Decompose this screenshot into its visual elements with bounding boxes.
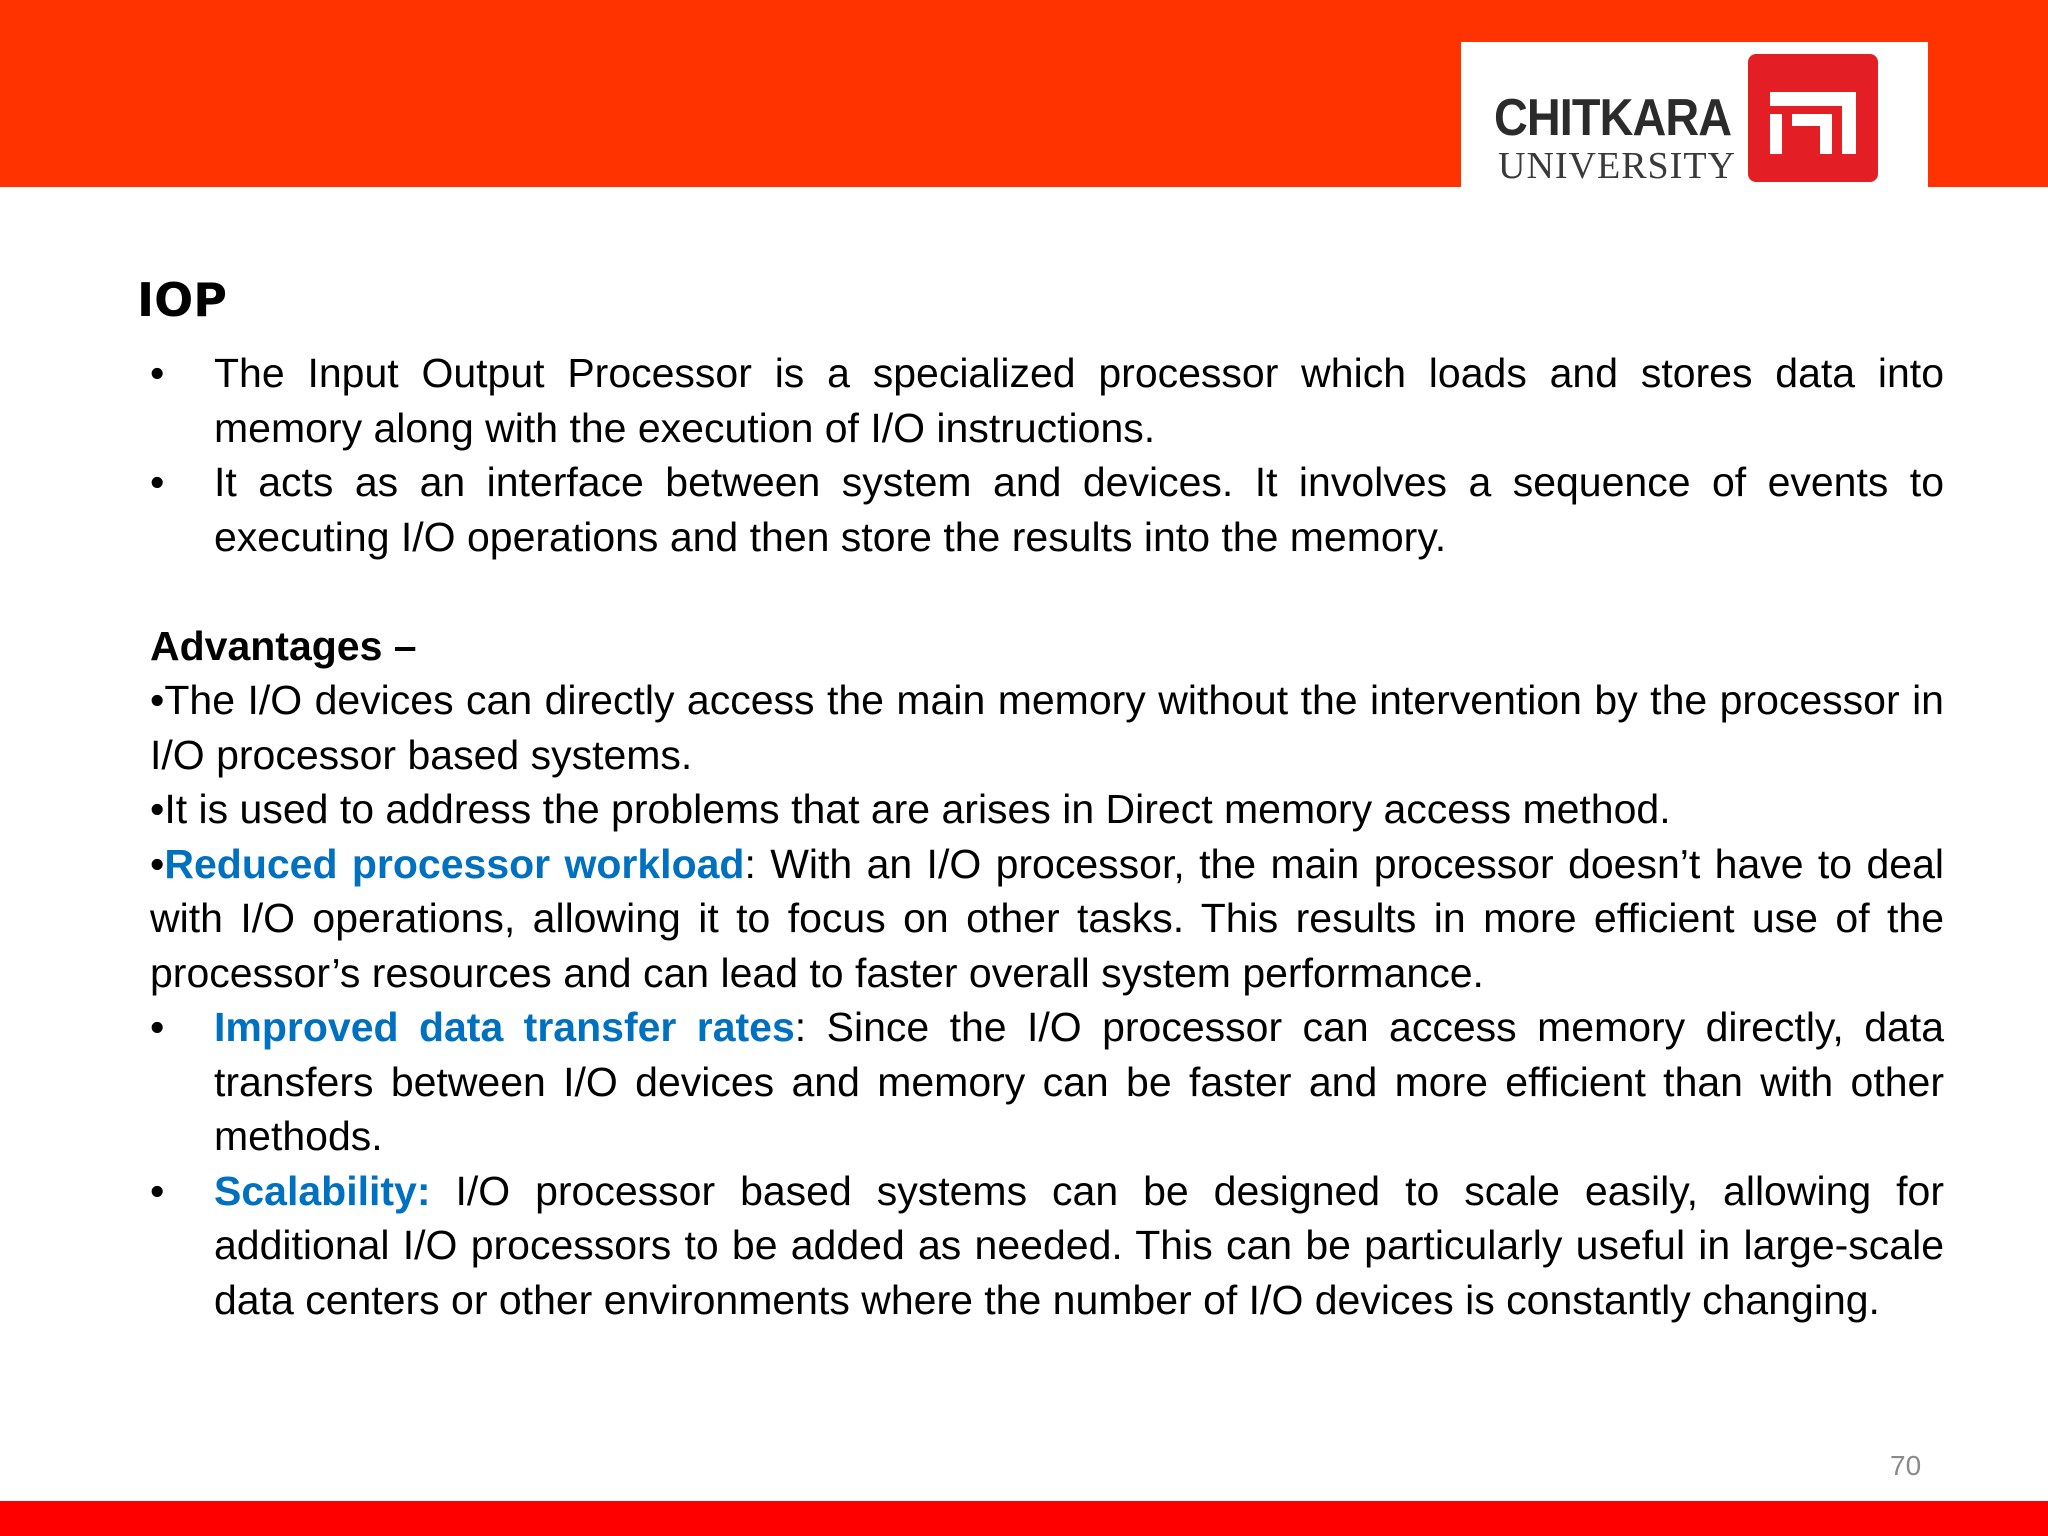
- list-item: [150, 1000, 1944, 1164]
- intro-bullet-text: The Input Output Processor is a specialized processor which loads and stores data into memory along with the execution of I/O instructions.: [214, 350, 1944, 451]
- list-item: [150, 1164, 1944, 1328]
- advantage-item: [150, 673, 1944, 782]
- logo-subtitle: UNIVERSITY: [1498, 145, 1736, 187]
- advantage-item: [150, 837, 1944, 1001]
- page-number: 70: [1890, 1450, 1922, 1481]
- bullet-icon: •: [150, 350, 165, 396]
- bottom-bar: [0, 1501, 2048, 1536]
- advantage-text: It is used to address the problems that are arises in Direct memory access method.: [164, 786, 1671, 832]
- logo-mark-icon: [1748, 54, 1878, 182]
- logo-wordmark: CHITKARA: [1494, 89, 1732, 147]
- advantage-highlight: Reduced processor workload: [164, 840, 745, 887]
- advantage-text: : With an I/O processor, the main processor doesn’t have to deal with I/O operations, allowing it to focus on other tasks. This results in more efficient use of the processor’s resources and can lead to faster overall system performance.: [150, 840, 1944, 996]
- bullet-icon: •: [150, 840, 165, 887]
- list-item: [150, 346, 1944, 455]
- advantages-heading: Advantages –: [150, 622, 417, 669]
- top-banner: [0, 0, 2048, 187]
- bullet-icon: •: [150, 786, 165, 832]
- spacer: [150, 564, 1944, 619]
- advantage-text: : Since the I/O processor can access memory directly, data transfers between I/O devices and memory can be faster and more efficient than with other methods.: [214, 1004, 1944, 1159]
- bullet-icon: •: [150, 1167, 165, 1214]
- advantage-item: [214, 1000, 1944, 1164]
- advantage-item: [150, 782, 1944, 837]
- advantage-text: I/O processor based systems can be designed to scale easily, allowing for additional I/O processors to be added as needed. This can be particularly useful in large-scale data centers or other environments where the number of I/O devices is constantly changing.: [214, 1167, 1944, 1323]
- advantage-item: [214, 1164, 1944, 1328]
- advantage-highlight: Scalability:: [214, 1167, 431, 1214]
- advantage-highlight: Improved data transfer rates: [214, 1004, 795, 1050]
- bullet-icon: •: [150, 1004, 165, 1050]
- bullet-icon: •: [150, 677, 165, 723]
- list-item: [150, 455, 1944, 564]
- university-logo: [1461, 42, 1928, 187]
- bullet-icon: •: [150, 459, 165, 505]
- page-title: IOP: [137, 273, 227, 327]
- advantage-text: The I/O devices can directly access the main memory without the intervention by the processor in I/O processor based systems.: [150, 677, 1944, 778]
- slide-body: [150, 346, 1944, 1327]
- intro-bullet-text: It acts as an interface between system and devices. It involves a sequence of events to executing I/O operations and then store the results into the memory.: [214, 459, 1944, 560]
